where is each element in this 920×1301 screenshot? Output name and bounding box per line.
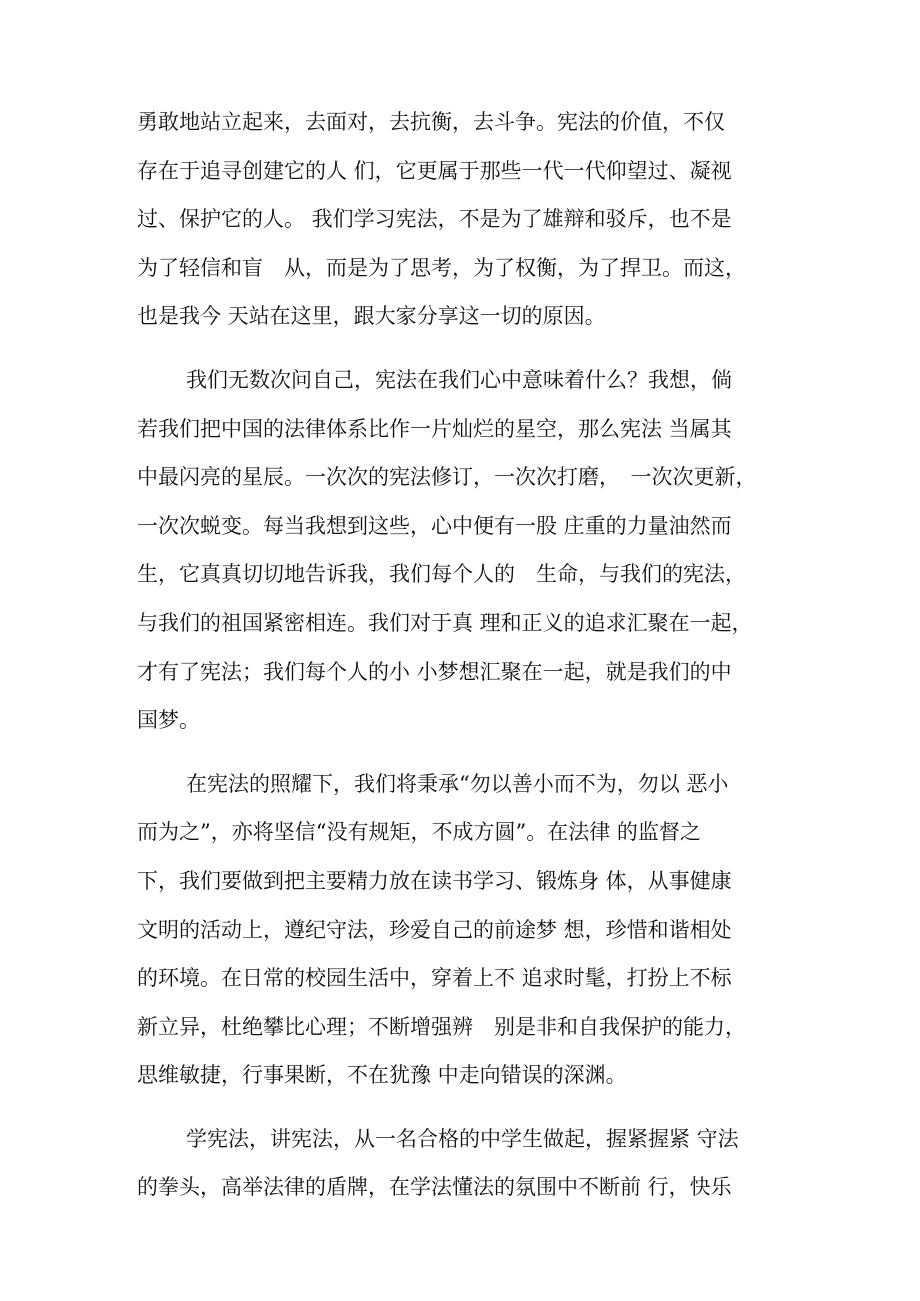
text-line: 过、保护它的人。 我们学习宪法，不是为了雄辩和驳斥，也不是 — [137, 207, 732, 232]
text-line: 文明的活动上，遵纪守法，珍爱自己的前途梦 想，珍惜和谐相处 — [137, 917, 732, 942]
text-line: 国梦。 — [137, 708, 200, 733]
text-line: 的拳头，高举法律的盾牌，在学法懂法的氛围中不断前 行，快乐 — [137, 1175, 732, 1200]
text-line: 与我们的祖国紧密相连。我们对于真 理和正义的追求汇聚在一起， — [137, 610, 753, 635]
text-line: 中最闪亮的星辰。一次次的宪法修订，一次次打磨， 一次次更新， — [137, 465, 757, 490]
text-line: 新立异，杜绝攀比心理；不断增强辨 别是非和自我保护的能力， — [137, 1014, 746, 1039]
text-line: 勇敢地站立起来，去面对，去抗衡，去斗争。宪法的价值，不仅 — [137, 110, 725, 134]
text-line: 学宪法，讲宪法，从一名合格的中学生做起，握紧握紧 守法 — [186, 1126, 739, 1151]
text-line: 也是我今 天站在这里，跟大家分享这一切的原因。 — [137, 304, 606, 329]
text-line: 才有了宪法；我们每个人的小 小梦想汇聚在一起，就是我们的中 — [137, 659, 732, 684]
text-line: 下，我们要做到把主要精力放在读书学习、锻炼身 体，从事健康 — [137, 868, 732, 893]
paragraph-1 — [137, 98, 797, 341]
text-line: 一次次蜕变。每当我想到这些，心中便有一股 庄重的力量油然而 — [137, 513, 732, 538]
body-text — [137, 98, 797, 1212]
paragraph-2 — [137, 356, 797, 745]
text-line: 为了轻信和盲 从，而是为了思考，为了权衡，为了捍卫。而这， — [137, 255, 746, 280]
paragraph-3 — [137, 760, 797, 1100]
text-line: 而为之”，亦将坚信“没有规矩，不成方圆”。在法律 的监督之 — [137, 820, 701, 845]
text-line: 的环境。在日常的校园生活中，穿着上不 追求时髦，打扮上不标 — [137, 966, 732, 991]
paragraph-4 — [137, 1115, 797, 1212]
text-line: 若我们把中国的法律体系比作一片灿烂的星空，那么宪法 当属其 — [137, 416, 732, 441]
text-line: 在宪法的照耀下，我们将秉承“勿以善小而不为，勿以 恶小 — [186, 771, 729, 796]
text-line: 生，它真真切切地告诉我，我们每个人的 生命，与我们的宪法， — [137, 562, 746, 587]
text-line: 我们无数次问自己，宪法在我们心中意味着什么？我想，倘 — [186, 367, 732, 392]
text-line: 存在于追寻创建它的人 们，它更属于那些一代一代仰望过、凝视 — [137, 158, 732, 183]
text-line: 思维敏捷，行事果断，不在犹豫 中走向错误的深渊。 — [137, 1063, 627, 1088]
